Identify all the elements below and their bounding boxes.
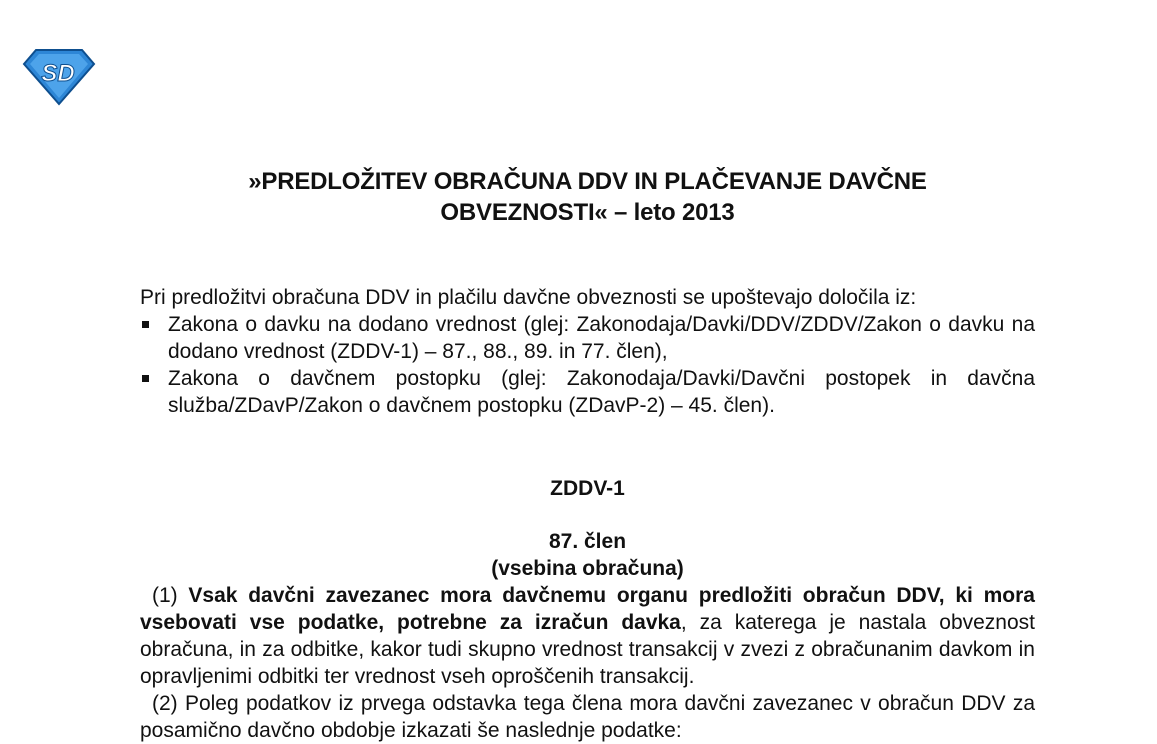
law-heading: ZDDV-1 — [550, 477, 625, 500]
title-line-2: OBVEZNOSTI« – leto 2013 — [440, 199, 735, 226]
company-logo — [22, 48, 96, 106]
article-subtitle: (vsebina obračuna) — [491, 557, 684, 580]
square-bullet-icon — [142, 321, 149, 328]
reference-list — [140, 311, 1035, 419]
reference-text: Zakona o davčnem postopku (glej: Zakonodaja/Davki/Davčni postopek in davčna služba/ZDavP/Zakon o davčnem postopku (ZDavP-2) – 45. člen). — [168, 367, 1035, 417]
title-line-1: »PREDLOŽITEV OBRAČUNA DDV IN PLAČEVANJE DAVČNE — [248, 168, 927, 195]
paragraph-number: (1) — [152, 584, 178, 607]
paragraph-1-rest: , za katerega je nastala obveznost obračuna, in za odbitke, kakor tudi skupno vrednost transakcij v zvezi z obračunanim davkom in opravljenimi odbitki ter vrednost vseh oproščenih transakcij. — [140, 611, 1036, 688]
article-number: 87. člen — [548, 530, 627, 553]
list-item — [140, 365, 1035, 419]
square-bullet-icon — [142, 375, 149, 382]
reference-text: Zakona o davku na dodano vrednost (glej: Zakonodaja/Davki/DDV/ZDDV/Zakon o davku na dodano vrednost (ZDDV-1) – 87., 88., 89. in 77. člen), — [168, 313, 1035, 363]
document-title — [140, 166, 1035, 228]
paragraph-1-bold: Vsak davčni zavezanec mora davčnemu organu predložiti obračun DDV, ki mora vsebovati vse podatke, potrebne za izračun davka — [140, 584, 1035, 634]
intro-text: Pri predložitvi obračuna DDV in plačilu davčne obveznosti se upoštevajo določila iz: — [140, 286, 917, 309]
intro-section — [140, 284, 1035, 419]
list-item — [140, 311, 1035, 365]
paragraph-1 — [140, 582, 1035, 690]
logo-letters: SD — [41, 60, 75, 87]
paragraph-2: (2) Poleg podatkov iz prvega odstavka tega člena mora davčni zavezanec v obračun DDV za posamično davčno obdobje izkazati še naslednje podatke: — [140, 692, 1035, 742]
article-body — [140, 582, 1035, 744]
